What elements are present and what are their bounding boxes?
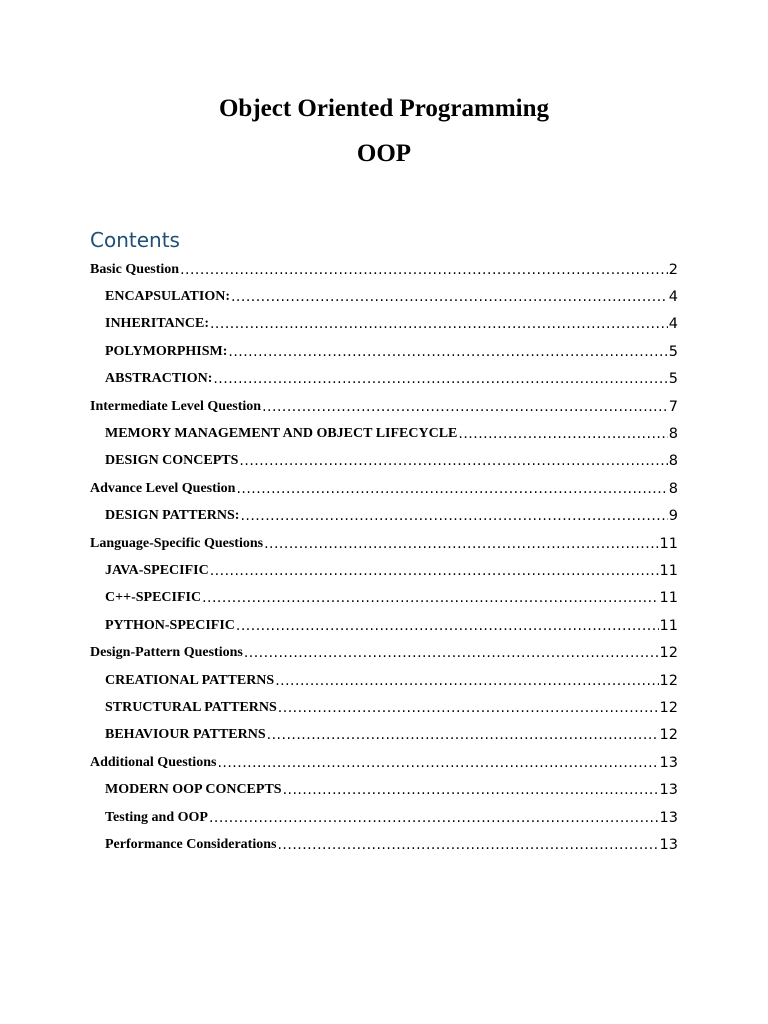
toc-page-number: 8 <box>668 426 678 443</box>
toc-dot-leader <box>202 591 658 605</box>
toc-dot-leader <box>210 317 668 331</box>
toc-entry-label: DESIGN PATTERNS: <box>105 508 240 524</box>
toc-entry-label: ABSTRACTION: <box>105 371 213 387</box>
toc-entry-label: ENCAPSULATION: <box>105 289 230 305</box>
toc-page-number: 4 <box>668 289 678 306</box>
toc-dot-leader <box>277 838 658 852</box>
toc-entry[interactable] <box>90 366 678 393</box>
toc-page-number: 11 <box>659 562 678 579</box>
toc-entry[interactable] <box>90 804 678 831</box>
toc-entry-label: DESIGN CONCEPTS <box>105 453 239 469</box>
toc-entry-label: CREATIONAL PATTERNS <box>105 672 275 688</box>
toc-dot-leader <box>231 290 668 304</box>
toc-entry-label: PYTHON-SPECIFIC <box>105 617 235 633</box>
toc-dot-leader <box>458 427 667 441</box>
toc-page-number: 12 <box>659 699 678 716</box>
toc-entry[interactable] <box>90 420 678 447</box>
toc-entry[interactable] <box>90 639 678 666</box>
toc-entry[interactable] <box>90 831 678 858</box>
toc-entry-label: Testing and OOP <box>105 809 208 825</box>
toc-page-number: 8 <box>668 453 678 470</box>
toc-entry-label: JAVA-SPECIFIC <box>105 562 209 578</box>
toc-dot-leader <box>275 674 658 688</box>
toc-entry[interactable] <box>90 503 678 530</box>
toc-page-number: 11 <box>659 617 678 634</box>
toc-entry[interactable] <box>90 448 678 475</box>
toc-dot-leader <box>209 811 659 825</box>
toc-entry[interactable] <box>90 338 678 365</box>
toc-dot-leader <box>283 783 659 797</box>
toc-dot-leader <box>228 345 667 359</box>
toc-page-number: 11 <box>659 535 678 552</box>
toc-entry-label: Additional Questions <box>90 754 217 770</box>
toc-entry-label: MEMORY MANAGEMENT AND OBJECT LIFECYCLE <box>105 426 458 442</box>
toc-dot-leader <box>240 509 667 523</box>
toc-page-number: 13 <box>659 809 678 826</box>
toc-entry[interactable] <box>90 612 678 639</box>
toc-entry[interactable] <box>90 557 678 584</box>
toc-dot-leader <box>213 372 667 386</box>
toc-entry-label: Performance Considerations <box>105 836 277 852</box>
toc-entry-label: C++-SPECIFIC <box>105 590 202 606</box>
toc-entry[interactable] <box>90 722 678 749</box>
toc-entry-label: Language-Specific Questions <box>90 535 264 551</box>
toc-entry[interactable] <box>90 776 678 803</box>
toc-dot-leader <box>278 701 659 715</box>
toc-entry[interactable] <box>90 256 678 283</box>
toc-heading: Contents <box>90 228 180 252</box>
toc-dot-leader <box>262 400 668 414</box>
toc-page-number: 4 <box>668 316 678 333</box>
toc-entry-label: BEHAVIOUR PATTERNS <box>105 727 266 743</box>
toc-page-number: 12 <box>659 727 678 744</box>
toc-dot-leader <box>244 646 659 660</box>
toc-entry-label: POLYMORPHISM: <box>105 343 228 359</box>
document-title: Object Oriented Programming <box>218 95 550 122</box>
toc-page-number: 13 <box>659 782 678 799</box>
toc-entry-label: STRUCTURAL PATTERNS <box>105 699 277 715</box>
toc-entry-label: Design-Pattern Questions <box>90 645 243 661</box>
toc-dot-leader <box>236 482 667 496</box>
table-of-contents <box>90 256 678 859</box>
toc-page-number: 5 <box>668 371 678 388</box>
toc-entry[interactable] <box>90 530 678 557</box>
toc-dot-leader <box>180 263 668 277</box>
toc-entry-label: INHERITANCE: <box>105 316 209 332</box>
toc-entry[interactable] <box>90 475 678 502</box>
toc-page-number: 12 <box>659 672 678 689</box>
toc-dot-leader <box>267 728 659 742</box>
toc-page-number: 13 <box>659 754 678 771</box>
toc-page-number: 12 <box>659 645 678 662</box>
toc-entry[interactable] <box>90 585 678 612</box>
toc-dot-leader <box>217 756 658 770</box>
toc-entry[interactable] <box>90 283 678 310</box>
toc-dot-leader <box>264 537 658 551</box>
toc-entry-label: Advance Level Question <box>90 480 236 496</box>
toc-entry[interactable] <box>90 694 678 721</box>
toc-entry[interactable] <box>90 311 678 338</box>
toc-entry-label: Basic Question <box>90 261 180 277</box>
toc-page-number: 2 <box>668 261 678 278</box>
toc-dot-leader <box>210 564 659 578</box>
toc-entry[interactable] <box>90 667 678 694</box>
toc-page-number: 5 <box>668 343 678 360</box>
toc-dot-leader <box>239 454 667 468</box>
document-subtitle: OOP <box>356 140 412 167</box>
toc-page-number: 13 <box>659 836 678 853</box>
toc-entry[interactable] <box>90 393 678 420</box>
toc-page-number: 8 <box>668 480 678 497</box>
toc-page-number: 11 <box>659 590 678 607</box>
toc-entry-label: Intermediate Level Question <box>90 398 262 414</box>
toc-page-number: 9 <box>668 508 678 525</box>
toc-entry-label: MODERN OOP CONCEPTS <box>105 782 282 798</box>
toc-page-number: 7 <box>668 398 678 415</box>
toc-dot-leader <box>236 619 659 633</box>
toc-entry[interactable] <box>90 749 678 776</box>
